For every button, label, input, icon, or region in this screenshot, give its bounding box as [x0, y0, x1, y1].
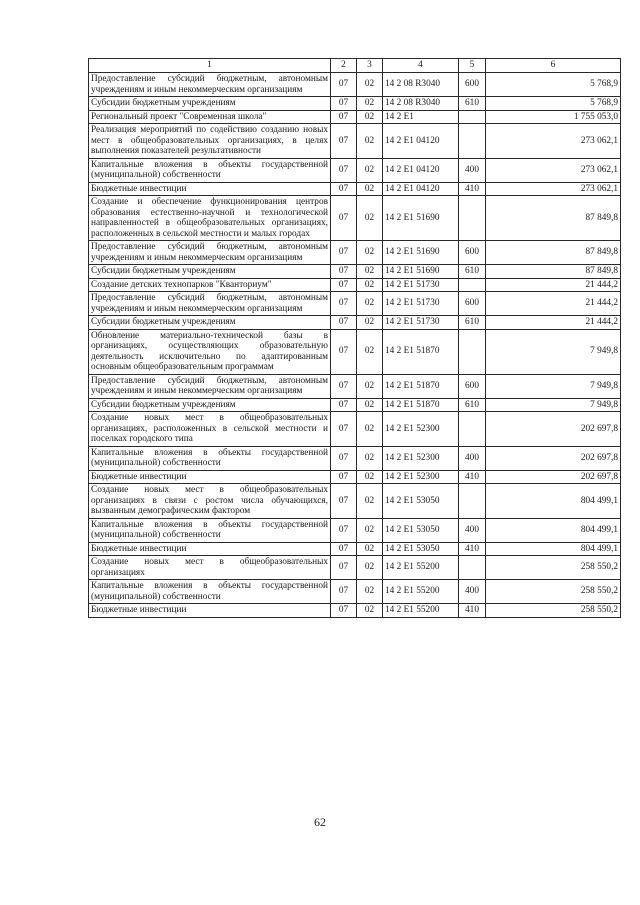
row-expense-type: 610 — [459, 265, 486, 279]
table-row — [89, 374, 621, 398]
row-target-code: 14 2 08 R3040 — [383, 97, 459, 111]
row-target-code: 14 2 E1 51870 — [383, 398, 459, 412]
row-target-code: 14 2 E1 52300 — [383, 470, 459, 484]
row-section: 07 — [331, 484, 357, 519]
table-row — [89, 580, 621, 604]
row-expense-type — [459, 110, 486, 124]
row-subsection: 02 — [357, 97, 383, 111]
row-target-code: 14 2 E1 51690 — [383, 265, 459, 279]
table-row — [89, 241, 621, 265]
header-row — [89, 59, 621, 73]
row-amount: 273 062,1 — [486, 158, 621, 182]
row-target-code: 14 2 E1 51690 — [383, 241, 459, 265]
row-amount: 1 755 053,0 — [486, 110, 621, 124]
row-amount: 273 062,1 — [486, 124, 621, 159]
row-subsection: 02 — [357, 158, 383, 182]
row-amount: 7 949,8 — [486, 329, 621, 374]
table-row — [89, 73, 621, 97]
row-target-code: 14 2 E1 — [383, 110, 459, 124]
row-subsection: 02 — [357, 470, 383, 484]
row-section: 07 — [331, 110, 357, 124]
row-name: Бюджетные инвестиции — [89, 470, 331, 484]
row-subsection: 02 — [357, 542, 383, 556]
row-subsection: 02 — [357, 580, 383, 604]
row-expense-type: 600 — [459, 73, 486, 97]
header-col-6: 6 — [486, 59, 621, 73]
row-target-code: 14 2 E1 51730 — [383, 278, 459, 292]
row-name: Капитальные вложения в объекты государственной (муниципальной) собственности — [89, 446, 331, 470]
table-row — [89, 316, 621, 330]
header-col-1: 1 — [89, 59, 331, 73]
table-row — [89, 265, 621, 279]
row-target-code: 14 2 E1 53050 — [383, 484, 459, 519]
row-amount: 21 444,2 — [486, 278, 621, 292]
row-subsection: 02 — [357, 412, 383, 447]
row-expense-type — [459, 196, 486, 241]
row-expense-type: 400 — [459, 518, 486, 542]
row-section: 07 — [331, 398, 357, 412]
table-row — [89, 484, 621, 519]
row-amount: 273 062,1 — [486, 182, 621, 196]
row-expense-type: 610 — [459, 97, 486, 111]
row-target-code: 14 2 E1 53050 — [383, 518, 459, 542]
row-expense-type: 410 — [459, 604, 486, 618]
row-subsection: 02 — [357, 556, 383, 580]
row-name: Обновление материально-технической базы в организациях, осуществляющих образовательную деятельность исключительно по адаптированным основным общеобразовательным программам — [89, 329, 331, 374]
row-name: Субсидии бюджетным учреждениям — [89, 398, 331, 412]
row-target-code: 14 2 E1 52300 — [383, 446, 459, 470]
row-target-code: 14 2 E1 04120 — [383, 182, 459, 196]
row-amount: 258 550,2 — [486, 580, 621, 604]
table-row — [89, 292, 621, 316]
row-subsection: 02 — [357, 292, 383, 316]
row-section: 07 — [331, 196, 357, 241]
row-section: 07 — [331, 97, 357, 111]
header-col-4: 4 — [383, 59, 459, 73]
row-name: Капитальные вложения в объекты государственной (муниципальной) собственности — [89, 518, 331, 542]
row-target-code: 14 2 08 R3040 — [383, 73, 459, 97]
row-subsection: 02 — [357, 398, 383, 412]
row-section: 07 — [331, 470, 357, 484]
row-name: Субсидии бюджетным учреждениям — [89, 316, 331, 330]
header-col-5: 5 — [459, 59, 486, 73]
row-expense-type: 400 — [459, 158, 486, 182]
row-amount: 87 849,8 — [486, 241, 621, 265]
row-section: 07 — [331, 265, 357, 279]
row-expense-type — [459, 484, 486, 519]
row-section: 07 — [331, 374, 357, 398]
row-section: 07 — [331, 518, 357, 542]
row-subsection: 02 — [357, 241, 383, 265]
row-amount: 21 444,2 — [486, 292, 621, 316]
row-name: Создание детских технопарков "Кванториум" — [89, 278, 331, 292]
row-target-code: 14 2 E1 51690 — [383, 196, 459, 241]
row-section: 07 — [331, 446, 357, 470]
row-section: 07 — [331, 316, 357, 330]
row-amount: 258 550,2 — [486, 556, 621, 580]
table-row — [89, 412, 621, 447]
row-subsection: 02 — [357, 110, 383, 124]
row-name: Бюджетные инвестиции — [89, 604, 331, 618]
header-col-3: 3 — [357, 59, 383, 73]
row-name: Предоставление субсидий бюджетным, автономным учреждениям и иным некоммерческим организациям — [89, 241, 331, 265]
row-subsection: 02 — [357, 518, 383, 542]
row-name: Создание новых мест в общеобразовательных организациях — [89, 556, 331, 580]
row-target-code: 14 2 E1 53050 — [383, 542, 459, 556]
row-amount: 7 949,8 — [486, 398, 621, 412]
row-name: Реализация мероприятий по содействию созданию новых мест в общеобразовательных организациях, в целях выполнения показателей результативности — [89, 124, 331, 159]
row-name: Предоставление субсидий бюджетным, автономным учреждениям и иным некоммерческим организациям — [89, 374, 331, 398]
row-name: Предоставление субсидий бюджетным, автономным учреждениям и иным некоммерческим организациям — [89, 292, 331, 316]
table-row — [89, 110, 621, 124]
row-expense-type — [459, 124, 486, 159]
row-expense-type: 610 — [459, 316, 486, 330]
row-name: Субсидии бюджетным учреждениям — [89, 97, 331, 111]
row-section: 07 — [331, 556, 357, 580]
row-section: 07 — [331, 580, 357, 604]
row-name: Предоставление субсидий бюджетным, автономным учреждениям и иным некоммерческим организациям — [89, 73, 331, 97]
row-expense-type: 400 — [459, 446, 486, 470]
row-name: Создание новых мест в общеобразовательных организациях, расположенных в сельской местности и поселках городского типа — [89, 412, 331, 447]
table-row — [89, 278, 621, 292]
table-row — [89, 182, 621, 196]
row-expense-type — [459, 412, 486, 447]
row-subsection: 02 — [357, 265, 383, 279]
row-expense-type: 410 — [459, 542, 486, 556]
row-section: 07 — [331, 73, 357, 97]
row-subsection: 02 — [357, 316, 383, 330]
row-expense-type — [459, 278, 486, 292]
row-expense-type: 600 — [459, 374, 486, 398]
table-row — [89, 604, 621, 618]
row-expense-type: 600 — [459, 241, 486, 265]
row-amount: 804 499,1 — [486, 518, 621, 542]
table-row — [89, 124, 621, 159]
row-target-code: 14 2 E1 52300 — [383, 412, 459, 447]
table-row — [89, 158, 621, 182]
row-section: 07 — [331, 542, 357, 556]
row-target-code: 14 2 E1 04120 — [383, 124, 459, 159]
row-name: Создание и обеспечение функционирования центров образования естественно-научной и технологической направленностей в общеобразовательных организациях, расположенных в сельской местности и малых городах — [89, 196, 331, 241]
row-amount: 202 697,8 — [486, 446, 621, 470]
row-target-code: 14 2 E1 51730 — [383, 316, 459, 330]
table-body — [89, 73, 621, 618]
row-target-code: 14 2 E1 04120 — [383, 158, 459, 182]
row-amount: 258 550,2 — [486, 604, 621, 618]
row-amount: 202 697,8 — [486, 412, 621, 447]
row-subsection: 02 — [357, 73, 383, 97]
row-section: 07 — [331, 182, 357, 196]
row-amount: 87 849,8 — [486, 265, 621, 279]
page-number: 62 — [314, 815, 326, 829]
row-amount: 21 444,2 — [486, 316, 621, 330]
row-expense-type — [459, 556, 486, 580]
row-subsection: 02 — [357, 329, 383, 374]
row-section: 07 — [331, 278, 357, 292]
table-row — [89, 398, 621, 412]
row-expense-type: 610 — [459, 398, 486, 412]
row-target-code: 14 2 E1 51870 — [383, 374, 459, 398]
row-amount: 5 768,9 — [486, 97, 621, 111]
row-amount: 202 697,8 — [486, 470, 621, 484]
table-row — [89, 97, 621, 111]
row-name: Капитальные вложения в объекты государственной (муниципальной) собственности — [89, 580, 331, 604]
row-subsection: 02 — [357, 446, 383, 470]
row-section: 07 — [331, 604, 357, 618]
row-name: Субсидии бюджетным учреждениям — [89, 265, 331, 279]
row-amount: 804 499,1 — [486, 542, 621, 556]
budget-table — [88, 58, 621, 618]
table-row — [89, 329, 621, 374]
row-section: 07 — [331, 412, 357, 447]
row-amount: 7 949,8 — [486, 374, 621, 398]
row-target-code: 14 2 E1 55200 — [383, 556, 459, 580]
row-subsection: 02 — [357, 124, 383, 159]
table-row — [89, 542, 621, 556]
row-subsection: 02 — [357, 484, 383, 519]
row-section: 07 — [331, 124, 357, 159]
row-section: 07 — [331, 329, 357, 374]
row-amount: 5 768,9 — [486, 73, 621, 97]
table-row — [89, 470, 621, 484]
header-col-2: 2 — [331, 59, 357, 73]
row-section: 07 — [331, 292, 357, 316]
row-subsection: 02 — [357, 278, 383, 292]
row-section: 07 — [331, 158, 357, 182]
row-expense-type: 410 — [459, 470, 486, 484]
row-expense-type: 600 — [459, 292, 486, 316]
row-subsection: 02 — [357, 182, 383, 196]
row-expense-type: 410 — [459, 182, 486, 196]
row-target-code: 14 2 E1 55200 — [383, 604, 459, 618]
row-name: Бюджетные инвестиции — [89, 182, 331, 196]
row-subsection: 02 — [357, 196, 383, 241]
table-row — [89, 196, 621, 241]
row-target-code: 14 2 E1 55200 — [383, 580, 459, 604]
row-section: 07 — [331, 241, 357, 265]
row-subsection: 02 — [357, 374, 383, 398]
row-target-code: 14 2 E1 51870 — [383, 329, 459, 374]
row-name: Капитальные вложения в объекты государственной (муниципальной) собственности — [89, 158, 331, 182]
row-name: Создание новых мест в общеобразовательных организациях в связи с ростом числа обучающихся, вызванным демографическим фактором — [89, 484, 331, 519]
table-row — [89, 556, 621, 580]
row-name: Региональный проект "Современная школа" — [89, 110, 331, 124]
row-expense-type: 400 — [459, 580, 486, 604]
table-row — [89, 518, 621, 542]
table-row — [89, 446, 621, 470]
row-target-code: 14 2 E1 51730 — [383, 292, 459, 316]
row-subsection: 02 — [357, 604, 383, 618]
row-amount: 87 849,8 — [486, 196, 621, 241]
row-amount: 804 499,1 — [486, 484, 621, 519]
row-expense-type — [459, 329, 486, 374]
row-name: Бюджетные инвестиции — [89, 542, 331, 556]
